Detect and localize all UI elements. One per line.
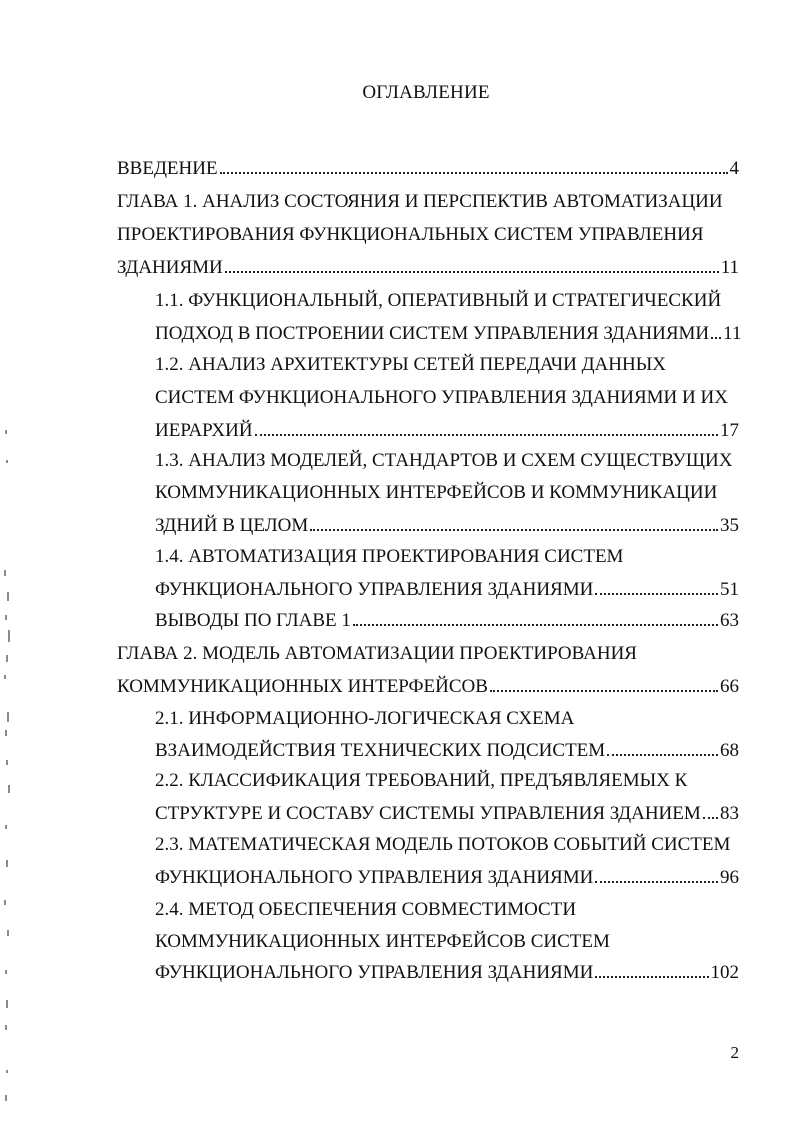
toc-entry-section-1-1-line-1[interactable]: 1.1. ФУНКЦИОНАЛЬНЫЙ, ОПЕРАТИВНЫЙ И СТРАТЕГИЧЕСКИЙ <box>155 290 722 311</box>
toc-entry-title: ФУНКЦИОНАЛЬНОГО УПРАВЛЕНИЯ ЗДАНИЯМИ <box>155 962 594 983</box>
toc-entry-section-2-2-line-1[interactable]: 2.2. КЛАССИФИКАЦИЯ ТРЕБОВАНИЙ, ПРЕДЪЯВЛЯЕМЫХ К <box>155 770 688 791</box>
toc-page-number: 83 <box>720 803 739 824</box>
toc-entry-section-2-2[interactable] <box>155 803 739 825</box>
dot-leader <box>225 271 719 273</box>
toc-entry-section-2-4[interactable] <box>155 962 739 984</box>
dot-leader <box>353 624 718 626</box>
dot-leader <box>255 434 718 436</box>
toc-entry-chapter-1-conclusions[interactable] <box>155 610 739 632</box>
toc-entry-title: ФУНКЦИОНАЛЬНОГО УПРАВЛЕНИЯ ЗДАНИЯМИ <box>155 867 594 888</box>
toc-entry-section-1-3[interactable] <box>155 515 739 537</box>
toc-entry-section-1-3-line-1[interactable]: 1.3. АНАЛИЗ МОДЕЛЕЙ, СТАНДАРТОВ И СХЕМ СУЩЕСТВУЩИХ <box>155 450 733 471</box>
dot-leader <box>607 754 718 756</box>
toc-entry-section-1-4[interactable] <box>155 579 739 601</box>
toc-entry-section-1-1[interactable] <box>155 323 742 345</box>
toc-entry-title: ВЫВОДЫ ПО ГЛАВЕ 1 <box>155 610 351 631</box>
toc-page-number: 63 <box>720 610 739 631</box>
page-number: 2 <box>730 1043 739 1062</box>
toc-page-number: 66 <box>720 676 739 697</box>
toc-page-number: 51 <box>720 579 739 600</box>
toc-entry-title: ВЗАИМОДЕЙСТВИЯ ТЕХНИЧЕСКИХ ПОДСИСТЕМ <box>155 740 606 761</box>
toc-entry-section-1-2-line-1[interactable]: 1.2. АНАЛИЗ АРХИТЕКТУРЫ СЕТЕЙ ПЕРЕДАЧИ ДАННЫХ <box>155 354 666 375</box>
toc-page-number: 17 <box>720 420 739 441</box>
scan-margin-artifacts <box>0 430 14 1120</box>
dot-leader <box>711 337 721 339</box>
toc-entry-section-1-4-line-1[interactable]: 1.4. АВТОМАТИЗАЦИЯ ПРОЕКТИРОВАНИЯ СИСТЕМ <box>155 546 624 567</box>
toc-entry-section-1-2-line-2[interactable]: СИСТЕМ ФУНКЦИОНАЛЬНОГО УПРАВЛЕНИЯ ЗДАНИЯМИ И ИХ <box>155 387 728 408</box>
dot-leader <box>595 593 718 595</box>
dot-leader <box>595 976 708 978</box>
toc-entry-title: ПОДХОД В ПОСТРОЕНИИ СИСТЕМ УПРАВЛЕНИЯ ЗДАНИЯМИ <box>155 323 710 344</box>
toc-entry-chapter-2[interactable] <box>117 676 739 698</box>
toc-entry-section-2-1-line-1[interactable]: 2.1. ИНФОРМАЦИОННО-ЛОГИЧЕСКАЯ СХЕМА <box>155 708 575 729</box>
toc-entry-title: ФУНКЦИОНАЛЬНОГО УПРАВЛЕНИЯ ЗДАНИЯМИ <box>155 579 594 600</box>
toc-entry-title: КОММУНИКАЦИОННЫХ ИНТЕРФЕЙСОВ <box>117 676 488 697</box>
toc-entry-section-1-2[interactable] <box>155 420 739 442</box>
toc-page-number: 11 <box>723 323 742 344</box>
toc-entry-section-2-3-line-1[interactable]: 2.3. МАТЕМАТИЧЕСКАЯ МОДЕЛЬ ПОТОКОВ СОБЫТИЙ СИСТЕМ <box>155 834 731 855</box>
toc-entry-chapter-1-line-2[interactable]: ПРОЕКТИРОВАНИЯ ФУНКЦИОНАЛЬНЫХ СИСТЕМ УПРАВЛЕНИЯ <box>117 224 704 245</box>
toc-page-number: 11 <box>720 257 739 278</box>
toc-entry-title: ЗДАНИЯМИ <box>117 257 223 278</box>
toc-entry-section-1-3-line-2[interactable]: КОММУНИКАЦИОННЫХ ИНТЕРФЕЙСОВ И КОММУНИКАЦИИ <box>155 482 718 503</box>
toc-page-number: 35 <box>720 515 739 536</box>
toc-page-number: 96 <box>720 867 739 888</box>
toc-entry-title: ВВЕДЕНИЕ <box>117 158 218 179</box>
dot-leader <box>220 172 728 174</box>
toc-page-number: 102 <box>710 962 739 983</box>
dot-leader <box>703 817 718 819</box>
toc-entry-title: ЗДНИЙ В ЦЕЛОМ <box>155 515 309 536</box>
toc-entry-chapter-2-line-1[interactable]: ГЛАВА 2. МОДЕЛЬ АВТОМАТИЗАЦИИ ПРОЕКТИРОВАНИЯ <box>117 643 637 664</box>
toc-entry-introduction[interactable] <box>117 158 739 180</box>
toc-entry-title: СТРУКТУРЕ И СОСТАВУ СИСТЕМЫ УПРАВЛЕНИЯ ЗДАНИЕМ <box>155 803 701 824</box>
toc-entry-chapter-1[interactable] <box>117 257 739 279</box>
toc-page-number: 68 <box>720 740 739 761</box>
toc-page-number: 4 <box>729 158 739 179</box>
toc-entry-title: ИЕРАРХИЙ <box>155 420 253 441</box>
dot-leader <box>310 529 718 531</box>
dot-leader <box>490 690 718 692</box>
dot-leader <box>595 881 718 883</box>
toc-entry-chapter-1-line-1[interactable]: ГЛАВА 1. АНАЛИЗ СОСТОЯНИЯ И ПЕРСПЕКТИВ АВТОМАТИЗАЦИИ <box>117 191 723 212</box>
toc-entry-section-2-1[interactable] <box>155 740 739 762</box>
toc-entry-section-2-4-line-1[interactable]: 2.4. МЕТОД ОБЕСПЕЧЕНИЯ СОВМЕСТИМОСТИ <box>155 899 577 920</box>
toc-entry-section-2-3[interactable] <box>155 867 739 889</box>
toc-entry-section-2-4-line-2[interactable]: КОММУНИКАЦИОННЫХ ИНТЕРФЕЙСОВ СИСТЕМ <box>155 931 610 952</box>
page-title: ОГЛАВЛЕНИЕ <box>362 82 490 103</box>
